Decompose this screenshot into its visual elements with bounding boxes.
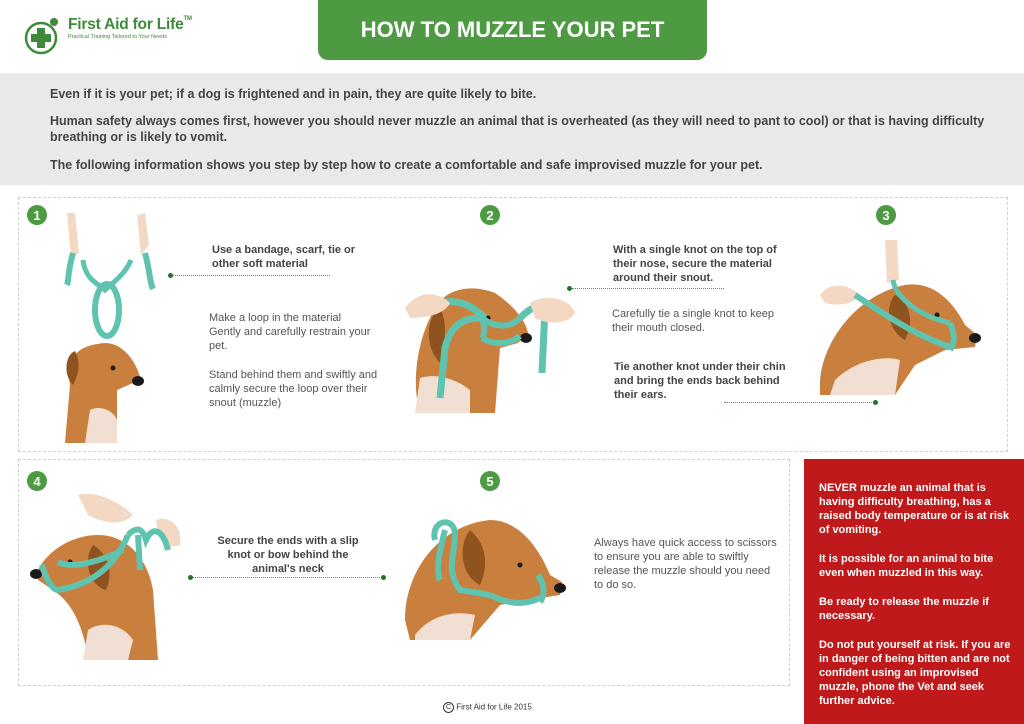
- step-1-text-1: Make a loop in the material Gently and carefully restrain your pet.: [209, 312, 371, 352]
- step-4-badge: 4: [27, 471, 47, 491]
- step-5-text-1: Always have quick access to scissors to ensure you are able to swiftly release the muzzle should you need to do so.: [594, 537, 777, 591]
- logo: [24, 14, 194, 56]
- footer-text: First Aid for Life 2015: [456, 702, 532, 712]
- step-2-illustration: [400, 278, 580, 418]
- intro-paragraph-2: Human safety always comes first, however you should never muzzle an animal that is overheated (as they will need to pant to cool) or that is having difficulty breathing or is likely to vomit.: [50, 114, 985, 144]
- intro-paragraph-1: Even if it is your pet; if a dog is frightened and in pain, they are quite likely to bite.: [50, 87, 537, 101]
- first-aid-cross-logo-icon: [24, 16, 64, 56]
- warning-4: Do not put yourself at risk. If you are in danger of being bitten and are not confident using an improvised muzzle, phone the Vet and seek further advice.: [819, 639, 1011, 707]
- logo-name: First Aid for Life™: [68, 16, 192, 33]
- copyright-icon: C: [443, 702, 454, 713]
- footer: [443, 702, 532, 713]
- step-2-heading-2: Tie another knot under their chin and bring the ends back behind their ears.: [614, 361, 786, 401]
- step-5-illustration: [400, 510, 570, 650]
- step-4-leader-dot: [188, 575, 193, 580]
- step-3-badge: 3: [876, 205, 896, 225]
- step-2-heading: With a single knot on the top of their nose, secure the material around their snout.: [613, 244, 777, 284]
- warning-3: Be ready to release the muzzle if necessary.: [819, 596, 989, 622]
- step-5-badge: 5: [480, 471, 500, 491]
- step-1-leader-line: [172, 275, 330, 276]
- step-4-illustration: [28, 490, 193, 665]
- warning-2: It is possible for an animal to bite even when muzzled in this way.: [819, 553, 994, 579]
- intro-section: [0, 73, 1024, 185]
- step-1-heading: Use a bandage, scarf, tie or other soft material: [212, 244, 356, 270]
- step-2-text-1: Carefully tie a single knot to keep their mouth closed.: [612, 308, 775, 334]
- step-1-badge: 1: [27, 205, 47, 225]
- step-4-leader-line: [192, 577, 384, 578]
- step-2-leader-dot: [567, 286, 572, 291]
- step-1-text-2: Stand behind them and swiftly and calmly secure the loop over their snout (muzzle): [209, 369, 378, 409]
- step-3-illustration: [815, 235, 985, 405]
- step-2-leader-line: [572, 288, 724, 289]
- intro-paragraph-3: The following information shows you step by step how to create a comfortable and safe improvised muzzle for your pet.: [50, 158, 763, 172]
- warning-1: NEVER muzzle an animal that is having difficulty breathing, has a raised body temperature or is at risk of vomiting.: [819, 482, 1010, 536]
- page-title: HOW TO MUZZLE YOUR PET: [318, 0, 707, 60]
- step-1-illustration: [45, 205, 175, 445]
- step-1-leader-dot: [168, 273, 173, 278]
- step-4-heading: Secure the ends with a slip knot or bow behind the animal's neck: [217, 535, 359, 575]
- step-4-leader-dot-end: [381, 575, 386, 580]
- warning-box: [804, 459, 1024, 724]
- logo-tagline: Practical Training Tailored to Your Needs: [68, 34, 167, 40]
- step-2-badge: 2: [480, 205, 500, 225]
